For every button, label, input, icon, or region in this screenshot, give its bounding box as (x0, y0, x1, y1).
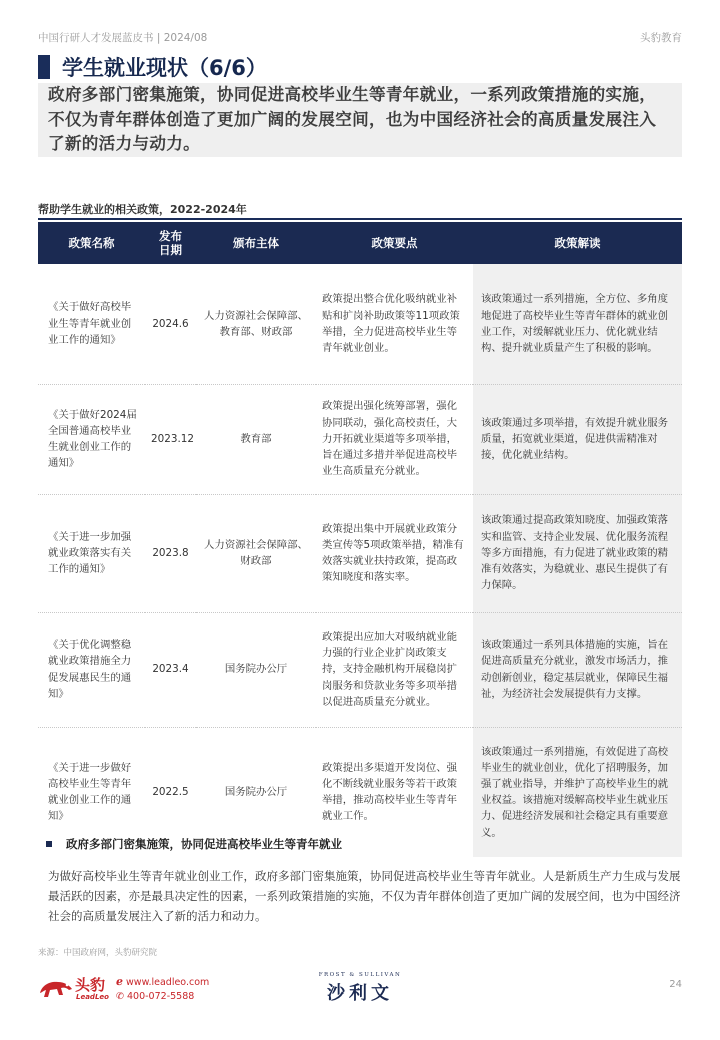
policy-name-cell: 《关于做好2024届全国普通高校毕业生就业创业工作的通知》 (38, 384, 145, 494)
issuer-cell: 人力资源社会保障部、教育部、财政部 (204, 309, 308, 338)
caption-divider (38, 218, 682, 220)
table-caption: 帮助学生就业的相关政策，2022-2024年 (38, 203, 247, 216)
issuer-cell: 国务院办公厅 (196, 727, 316, 857)
policy-points-cell: 政策提出应加大对吸纳就业能力强的行业企业扩岗政策支持，支持金融机构开展稳岗扩岗服务和贷款业务等多项举措以促进高质量充分就业。 (316, 612, 473, 727)
table-header-row (38, 222, 682, 264)
page-title-row (38, 54, 267, 80)
policy-name-cell: 《关于进一步做好高校毕业生等青年就业创业工作的通知》 (38, 727, 145, 857)
website-link[interactable]: www.leadleo.com (126, 977, 210, 988)
section-body: 为做好高校毕业生等青年就业创业工作，政府多部门密集施策，协同促进高校毕业生等青年就业。人是新质生产力生成与发展最活跃的因素，亦是最具决定性的因素，一系列政策措施的实施，不仅为青年群体创造了更加广阔的发展空间，也为中国经济社会的高质量发展注入了新的活力和动力。 (48, 869, 681, 923)
website-line (116, 975, 209, 990)
source-note: 来源：中国政府网，头豹研究院 (38, 948, 158, 958)
release-date-cell: 2023.8 (145, 494, 196, 612)
header-policy-name: 政策名称 (38, 222, 145, 264)
frost-sullivan-logo (315, 972, 405, 1005)
summary-banner: 政府多部门密集施策，协同促进高校毕业生等青年就业，一系列政策措施的实施，不仅为青年群体创造了更加广阔的发展空间，也为中国经济社会的高质量发展注入了新的活力与动力。 (38, 83, 682, 157)
section-heading-text: 政府多部门密集施策，协同促进高校毕业生等青年就业 (66, 837, 342, 851)
globe-icon: ℯ (116, 975, 123, 988)
release-date-cell: 2022.5 (145, 727, 196, 857)
policy-points-cell: 政策提出整合优化吸纳就业补贴和扩岗补助政策等11项政策举措，全力促进高校毕业生等青年就业创业。 (322, 293, 460, 354)
policy-points-cell: 政策提出集中开展就业政策分类宣传等5项政策举措，精准有效落实就业扶持政策，提高政策知晓度和落实率。 (316, 494, 473, 612)
policy-points-cell: 政策提出多渠道开发岗位、强化不断线就业服务等若干政策举措，推动高校毕业生等青年就业工作。 (316, 727, 473, 857)
policy-name-cell: 《关于优化调整稳就业政策措施全力促发展惠民生的通知》 (38, 612, 145, 727)
logo-en-text: LeadLeo (76, 993, 109, 1001)
issuer-cell: 国务院办公厅 (196, 612, 316, 727)
contact-info (116, 975, 209, 1004)
policy-table (38, 222, 682, 857)
report-title: 中国行研人才发展蓝皮书 | 2024/08 (38, 32, 208, 44)
policy-name-cell: 《关于进一步加强就业政策落实有关工作的通知》 (38, 494, 145, 612)
partner-cn-text: 沙利文 (327, 983, 393, 1004)
title-accent-bar (38, 55, 50, 79)
page-number: 24 (669, 979, 682, 990)
header-release-date: 发布日期 (145, 222, 196, 264)
phone-number: 400-072-5588 (127, 991, 195, 1002)
release-date-cell: 2023.4 (145, 612, 196, 727)
partner-en-text: FROST & SULLIVAN (318, 972, 402, 978)
policy-points-cell: 政策提出强化统筹部署，强化协同联动，强化高校责任，大力开拓就业渠道等多项举措，旨在通过多措并举促进高校毕业生高质量充分就业。 (316, 384, 473, 494)
header-interpretation: 政策解读 (473, 222, 682, 264)
release-date-cell: 2024.6 (152, 317, 189, 330)
brand-name: 头豹教育 (640, 32, 682, 44)
page-header (38, 30, 682, 44)
interpretation-cell: 该政策通过提高政策知晓度、加强政策落实和监管、支持企业发展、优化服务流程等多方面措施，有力促进了就业政策的精准有效落实，为稳就业、惠民生提供了有力保障。 (473, 494, 682, 612)
header-issuer: 颁布主体 (196, 222, 316, 264)
issuer-cell: 教育部 (196, 384, 316, 494)
phone-icon: ✆ (116, 991, 124, 1002)
interpretation-cell: 该政策通过多项举措，有效提升就业服务质量，拓宽就业渠道，促进供需精准对接，优化就业结构。 (473, 384, 682, 494)
logo-cn-text: 头豹 (75, 976, 106, 994)
table-row (38, 384, 682, 494)
release-date-cell: 2023.12 (145, 384, 196, 494)
phone-line (116, 990, 209, 1004)
header-policy-points: 政策要点 (316, 222, 473, 264)
policy-name-cell: 《关于做好高校毕业生等青年就业创业工作的通知》 (48, 301, 132, 346)
interpretation-cell: 该政策通过一系列措施，有效促进了高校毕业生的就业创业，优化了招聘服务，加强了就业指导，并维护了高校毕业生的就业权益。该措施对缓解高校毕业生就业压力、促进经济发展和社会稳定具有重要意义。 (473, 727, 682, 857)
table-row (38, 264, 682, 384)
page-title: 学生就业现状（6/6） (62, 56, 267, 80)
interpretation-cell: 该政策通过一系列具体措施的实施，旨在促进高质量充分就业，激发市场活力，推动创新创业，稳定基层就业，保障民生福祉，为经济社会发展提供有力支撑。 (473, 612, 682, 727)
leopard-logo-icon (38, 975, 74, 1005)
table-row (38, 612, 682, 727)
issuer-cell: 人力资源社会保障部、财政部 (196, 494, 316, 612)
table-row (38, 494, 682, 612)
section-heading (46, 836, 342, 852)
bullet-square-icon (46, 841, 52, 847)
interpretation-cell: 该政策通过一系列措施，全方位、多角度地促进了高校毕业生等青年群体的就业创业工作，对缓解就业压力、优化就业结构、提升就业质量产生了积极的影响。 (473, 264, 682, 384)
